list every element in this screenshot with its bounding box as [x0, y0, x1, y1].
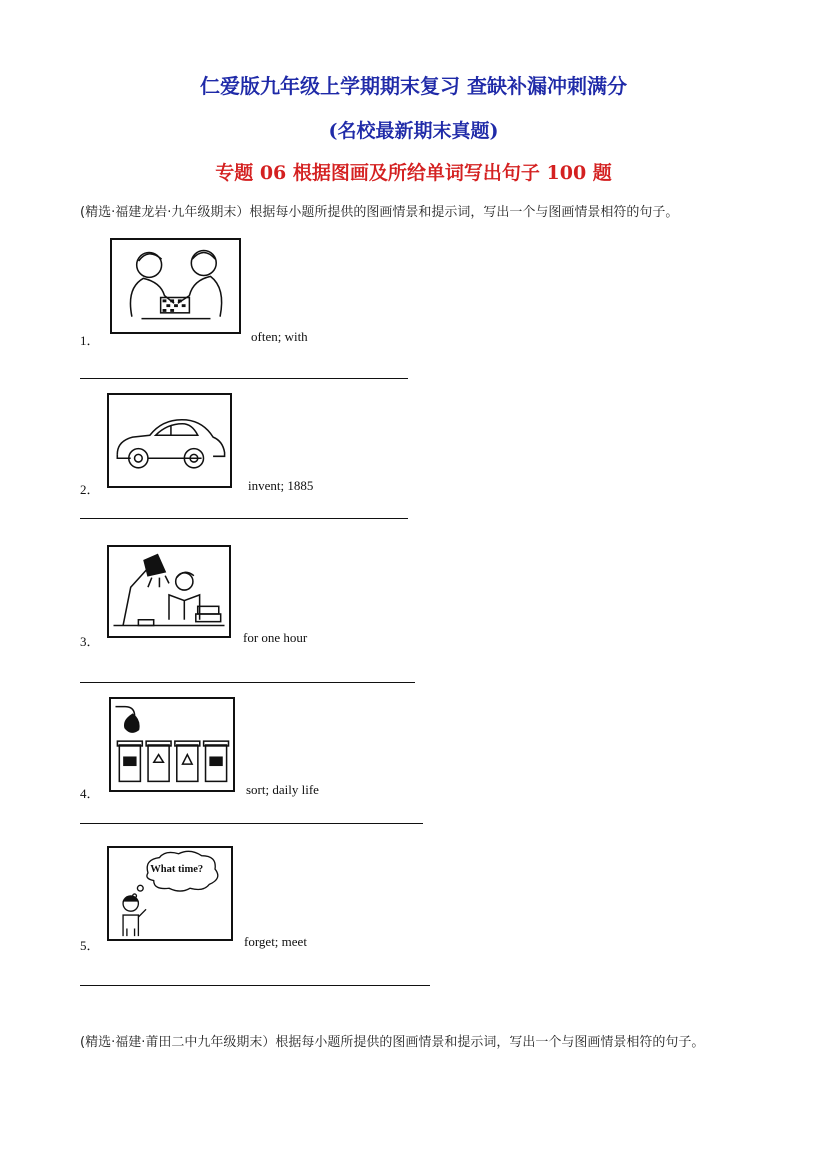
boy-reading-picture: [107, 545, 231, 638]
hint-words: invent; 1885: [248, 478, 314, 493]
section2-instruction: (精选·福建·莆田二中九年级期末）根据每小题所提供的图画情景和提示词，写出一个与图画情景相符的句子。: [80, 1035, 705, 1050]
answer-line[interactable]: [80, 823, 423, 824]
page-subtitle: (名校最新期末真题): [328, 120, 499, 142]
answer-line[interactable]: [80, 985, 430, 986]
answer-line[interactable]: [80, 682, 415, 683]
bubble-text: What time?: [150, 863, 204, 875]
car-picture: [107, 393, 232, 488]
hint-words: for one hour: [243, 630, 308, 645]
answer-line[interactable]: [80, 518, 408, 519]
question-number: 1．: [80, 333, 100, 348]
thinking-boy-picture: [107, 846, 233, 941]
hint-words: forget; meet: [244, 934, 307, 949]
question-number: 5．: [80, 938, 100, 953]
answer-line[interactable]: [80, 378, 408, 379]
question-number: 2．: [80, 482, 100, 497]
hint-words: sort; daily life: [246, 782, 319, 797]
question-number: 4．: [80, 786, 100, 801]
hint-words: often; with: [251, 329, 308, 344]
section1-instruction: (精选·福建龙岩·九年级期末）根据每小题所提供的图画情景和提示词，写出一个与图画情景相符的句子。: [80, 205, 679, 220]
page-title: 仁爱版九年级上学期期末复习 查缺补漏冲刺满分: [200, 74, 627, 98]
garbage-bins-picture: [109, 697, 235, 792]
chess-players-picture: [110, 238, 241, 334]
topic-title: 专题 06 根据图画及所给单词写出句子 100 题: [215, 162, 612, 184]
question-number: 3．: [80, 634, 100, 649]
